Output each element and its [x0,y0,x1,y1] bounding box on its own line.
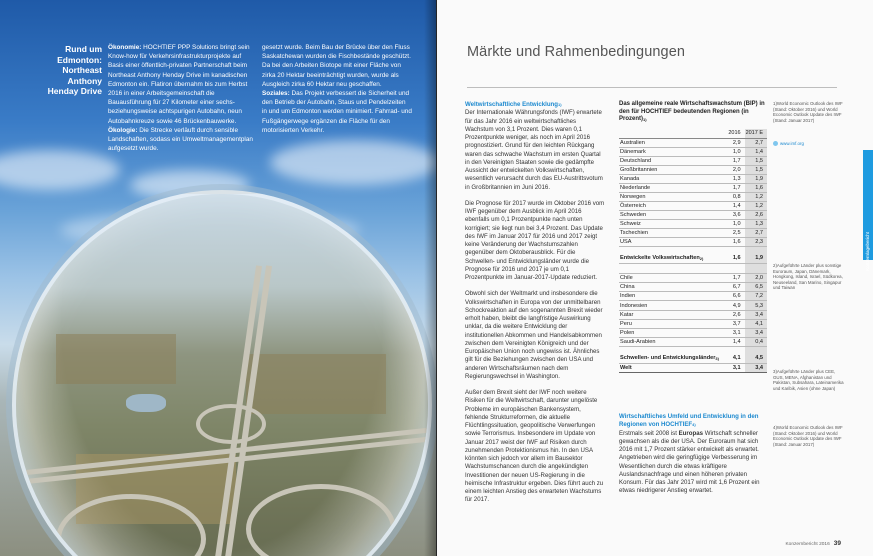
field [246,354,386,414]
value-2016: 6,7 [728,283,745,292]
table-row [619,156,767,165]
row-label: USA [619,238,728,247]
page-footer [785,540,841,547]
value-2017: 2,0 [745,274,767,283]
row-label: Welt [619,363,728,372]
row-label: Großbritannien [619,165,728,174]
table-row [619,211,767,220]
row-label: Deutschland [619,156,728,165]
cloverleaf-ramp [196,404,266,444]
footnote-ref: 1) [558,102,562,107]
cloud [0,150,120,190]
table-row [619,337,767,346]
table-row [619,328,767,337]
value-2016: 1,3 [728,174,745,183]
value-2016: 0,8 [728,193,745,202]
table [619,129,767,373]
table-row [619,283,767,292]
table-row [619,310,767,319]
section-heading-text: Wirtschaftliches Umfeld und Entwicklung in den Regionen von HOCHTIEF [619,413,759,429]
footnote-4 [773,425,845,447]
value-2017: 4,1 [745,319,767,328]
field [56,334,176,384]
value-2017: 2,3 [745,238,767,247]
footnote-text: 3)Aufgeführte Länder plus CEE, GUS, MENA, Afghanistan und Pakistan, Subsahara, Lateinamerika und Karibik, Asien (ohne Japan) [773,369,844,391]
table-row [619,274,767,283]
value-2016: 2,5 [728,229,745,238]
imf-link[interactable] [773,141,845,147]
value-2017: 1,5 [745,165,767,174]
value-2016: 1,4 [728,337,745,346]
section-heading [465,101,605,109]
table-title-text: Das allgemeine reale Wirtschaftswachstum (BIP) in den für HOCHTIEF bedeutenden Regionen (in Prozent) [619,101,765,123]
value-2017: 3,4 [745,310,767,319]
paragraph: Obwohl sich der Weltmarkt und insbesondere die Volkswirtschaften in Europa von der unmittelbaren Schockreaktion auf den sogenannten Brexit wieder erholt haben, bleibt die langfristige Auswirkung unklar, da die weitere Entwicklung der institutionellen Abkommen und Handelsabkommen zwischen dem Vereinigten Königreich und der Europäischen Union noch ungewiss ist. Ähnliches gilt für die Beziehungen zwischen den USA und anderen Wirtschaftsräumen nach dem Regierungswechsel in Washington. [465,290,603,380]
row-label: Tschechien [619,229,728,238]
footnote-ref: 1) [643,117,647,123]
value-2017: 1,9 [745,247,767,264]
row-label: Schweden [619,211,728,220]
footnote-text: 4)World Economic Outlook des IWF (Stand: Oktober 2016) und World Economic Outlook Update des IWF (Stand: Januar 2017) [773,425,843,447]
row-label: Indonesien [619,301,728,310]
row-label: Norwegen [619,193,728,202]
footer-text: Konzernbericht 2016 [785,542,830,547]
table-title [619,101,767,124]
imf-link-text[interactable]: www.imf.org [780,141,804,146]
table-row [619,220,767,229]
value-2016: 1,7 [728,274,745,283]
footnote-text: 2)Aufgeführte Länder plus sonstige Euroraum, Japan, Dänemark, Hongkong, Island, Israel, Südkorea, Neuseeland, San Marino, Singapur und Taiwan [773,263,843,291]
table-row [619,229,767,238]
row-label: Chile [619,274,728,283]
heading-divider [467,87,837,88]
paragraph: Außer dem Brexit sieht der IWF noch weitere Risiken für die Weltwirtschaft, darunter ungelöste Probleme im europäischen Bankensystem, fehlende Strukturreformen, die aktuelle Flüchtlingssituation, geopolitische Verwerfungen sowie Terrorismus. Insbesondere im Update von Januar 2017 weist der IWF auf Risiken durch zunehmenden Protektionismus hin. In den USA könnten sich jedoch vor allem im Bausektor Wachstumschancen durch die angekündigten Investitionen der neuen US-Regierung in die heimische Infrastruktur ergeben. Dies führt auch zu einem leichten Anstieg des erwarteten Wachstums für 2017. [465,389,604,504]
table-row-subtotal [619,346,767,363]
caption-text: HOCHTIEF PPP Solutions bringt sein Know-how für Verkehrsinfrastrukturprojekte auf Basis einer öffentlich-privaten Partnerschaft beim Northeast Anthony Henday Drive im kanadischen Edmonton ein. Flatiron übernahm bis zum Herbst 2016 in einer Arbeitsgemeinschaft die Bauausführung für 27 Kilometer einer sechs- beziehungsweise achtspurigen Autobahn, neun Autobahnkreuze sowie 46 Brückenbauwerke. [108,44,250,125]
row-label: China [619,283,728,292]
value-2016: 3,6 [728,211,745,220]
row-label: Peru [619,319,728,328]
gdp-table [619,101,767,373]
footnote-ref: 4) [692,422,696,428]
value-2016: 1,4 [728,202,745,211]
footnote-text: 1)World Economic Outlook des IWF (Stand: Oktober 2016) und World Economic Outlook Update des IWF (Stand: Januar 2017) [773,101,843,123]
value-2016: 1,7 [728,156,745,165]
spacer-cell [619,264,728,274]
value-2016: 1,0 [728,147,745,156]
caption-label: Soziales: [262,90,290,98]
side-tab-label: Konzernlagebericht [865,232,870,271]
page-number: 39 [833,540,841,547]
value-2017: 1,9 [745,174,767,183]
paragraph-text: Erstmals seit 2008 ist [619,429,679,437]
footnote-ref: 2) [699,256,704,262]
footnote-2 [773,263,845,291]
column-header-2016: 2016 [728,129,745,139]
page-title: Märkte und Rahmenbedingungen [467,44,686,60]
value-2017: 2,7 [745,138,767,147]
table-row-subtotal [619,247,767,264]
value-2017: 1,4 [745,147,767,156]
row-label: Dänemark [619,147,728,156]
value-2016: 1,6 [728,238,745,247]
row-label: Saudi-Arabien [619,337,728,346]
caption-column-1 [108,43,258,153]
value-2017: 1,2 [745,202,767,211]
value-2017: 0,4 [745,337,767,346]
value-2017: 1,3 [745,220,767,229]
spacer-cell [745,264,767,274]
table-row [619,138,767,147]
value-2016: 3,7 [728,319,745,328]
table-row [619,301,767,310]
cloud [270,140,436,185]
column-header-2017: 2017 E [745,129,767,139]
value-2016: 2,0 [728,165,745,174]
caption-text: Die Strecke verläuft durch sensible Landschaften, sodass ein Umweltmanagementplan aufgesetzt wurde. [108,126,253,153]
caption-text: gesetzt wurde. Beim Bau der Brücke über den Fluss Saskatchewan wurden die Fischbestände geschützt. Da bei den Arbeiten Biotope mit einer Fläche von zirka 20 Hektar beeinträchtigt wurden, wurde als Ausgleich zirka 60 Hektar neu geschaffen. [262,44,411,88]
value-2016: 4,1 [728,346,745,363]
value-2016: 4,9 [728,301,745,310]
value-2017: 1,6 [745,184,767,193]
value-2017: 3,4 [745,363,767,372]
paragraph-text: Der Internationale Währungsfonds (IWF) erwartete für das Jahr 2016 ein weltwirtschaftliches Wachstum von 3,1 Prozent. Dies waren 0,1 Prozentpunkte weniger, als noch im April 2016 prognostiziert. Grund für den leichten Rückgang waren das schwache Wachstum im ersten Quartal in den Vereinigten Staaten sowie die gedämpfte Aussicht der entwickelten Volkswirtschaften, wesentlich verursacht durch das EU-Austrittsvotum in Großbritannien im Juni 2016. [465,109,603,191]
value-2016: 6,6 [728,292,745,301]
row-label: Österreich [619,202,728,211]
paragraph: Die Prognose für 2017 wurde im Oktober 2016 vom IWF gegenüber dem Ausblick im April 2016 ebenfalls um 0,1 Prozentpunkte nach unten korrigiert; sie liegt nun bei 3,4 Prozent. Das Update des IWF im Januar 2017 für 2016 und 2017 zeigt keine Veränderung der Wachstumszahlen gegenüber dem Oktoberausblick. Für die Schwellen- und Entwicklungsländer wurde die Prognose für 2016 und 2017 je um 0,1 Prozentpunkte im Januar-2017-Update reduziert. [465,199,605,281]
table-row [619,202,767,211]
body-text-column [465,101,605,513]
table-row-world [619,363,767,372]
value-2016: 1,6 [728,247,745,264]
table-row [619,174,767,183]
row-label: Schwellen- und Entwicklungsländer$^{3)}$ [619,346,728,363]
footnote-3 [773,369,845,391]
table-row [619,319,767,328]
left-page-photo [0,0,436,556]
value-2017: 1,2 [745,193,767,202]
footnote-1 [773,101,845,123]
section-heading [619,413,769,430]
value-2017: 7,2 [745,292,767,301]
emphasis-text: Europas [678,429,703,437]
value-2016: 3,1 [728,363,745,372]
globe-icon [773,141,778,146]
table-row [619,147,767,156]
table-row [619,193,767,202]
value-2017: 1,5 [745,156,767,165]
table-row [619,165,767,174]
photo-caption-heading: Rund um Edmonton: Northeast Anthony Henday Drive [47,44,102,96]
value-2016: 2,6 [728,310,745,319]
caption-column-2 [262,43,412,135]
value-2016: 1,7 [728,184,745,193]
caption-label: Ökonomie: [108,44,142,51]
right-page [437,0,873,556]
cloverleaf-ramp [246,484,396,556]
row-label: Katar [619,310,728,319]
table-row [619,238,767,247]
row-label: Kanada [619,174,728,183]
value-2017: 4,5 [745,346,767,363]
row-label: Australien [619,138,728,147]
spacer-cell [728,264,745,274]
table-spacer-row [619,264,767,274]
value-2016: 3,1 [728,328,745,337]
table-row [619,292,767,301]
section-heading-text: Weltwirtschaftliche Entwicklung [465,101,559,108]
row-label: Niederlande [619,184,728,193]
value-2016: 1,0 [728,220,745,229]
value-2017: 6,5 [745,283,767,292]
paragraph [465,109,605,192]
value-2017: 3,4 [745,328,767,337]
caption-label: Ökologie: [108,126,138,134]
value-2016: 2,9 [728,138,745,147]
row-label: Polen [619,328,728,337]
value-2017: 2,6 [745,211,767,220]
paragraph-text: Wirtschaft schneller gewachsen als die der USA. Der Euroraum hat sich 2016 mit 1,7 Prozent stärker entwickelt als erwartet. Angetrieben wird die geringfügige Verbesserung im Wesentlichen durch die etwas kräftigere Auslandsnachfrage und einen höheren privaten Konsum. Für das Jahr 2017 wird mit 1,6 Prozent ein etwas niedrigerer Anstieg erwartet. [619,429,760,495]
table-header-row [619,129,767,139]
row-label: Entwickelte Volkswirtschaften$^{2)}$ [619,247,728,264]
table-header-empty [619,129,728,139]
paragraph [619,430,769,496]
fisheye-lens-photo [12,190,432,556]
row-label: Indien [619,292,728,301]
pond [126,394,166,412]
value-2017: 5,3 [745,301,767,310]
regional-section [619,413,769,496]
table-row [619,184,767,193]
caption-text: Das Projekt verbessert die Sicherheit und den Betrieb der Autobahn, Staus und Pendelzeiten in und um Edmonton werden minimiert. Fahrrad- und Fußgängerwege ergänzen die Fläche für den motorisierten Verkehr. [262,90,412,134]
row-label: Schweiz [619,220,728,229]
value-2017: 2,7 [745,229,767,238]
footnote-ref: 3) [715,355,719,361]
